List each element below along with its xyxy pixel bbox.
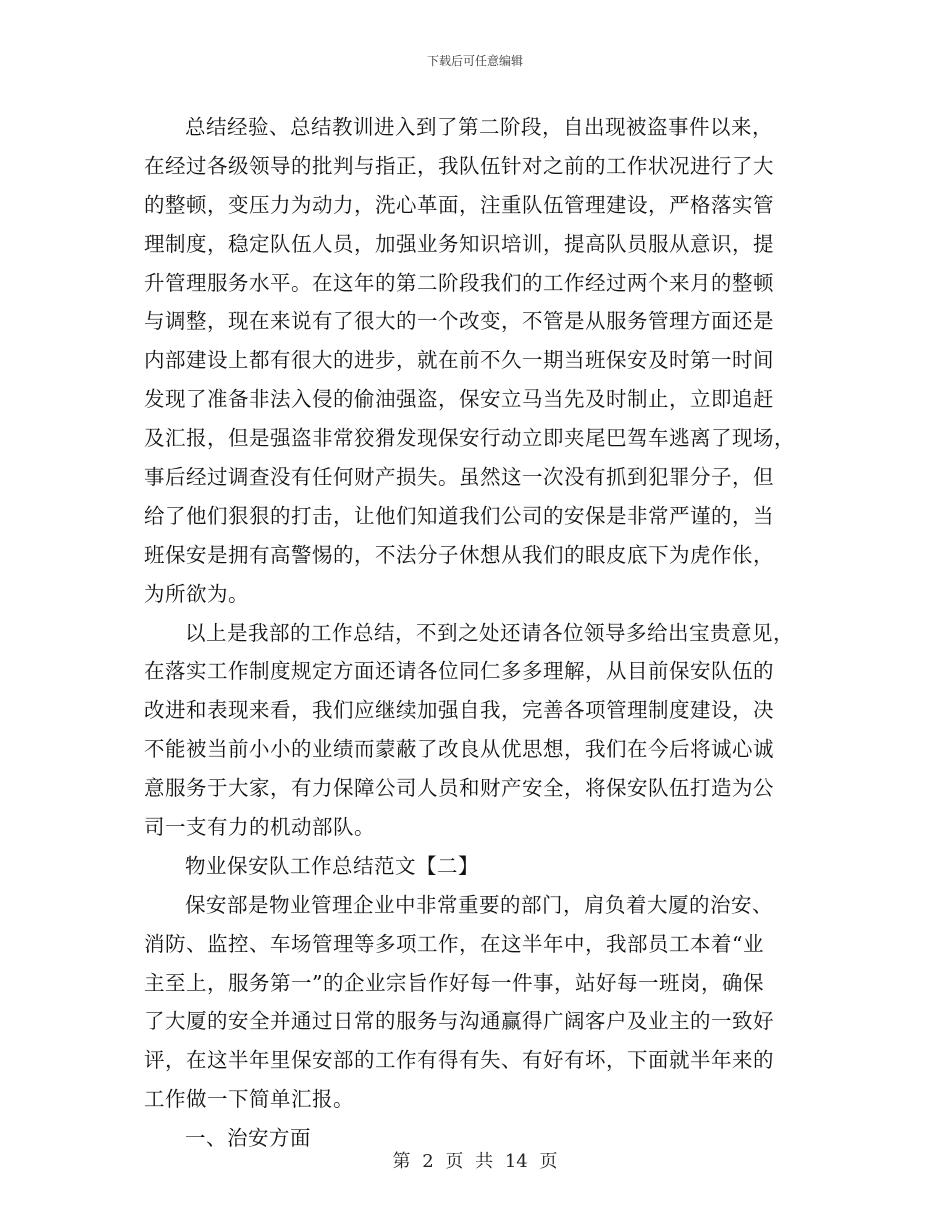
text-line: 发现了准备非法入侵的偷油强盗，保安立马当先及时制止，立即追赶	[144, 387, 774, 412]
text-line: 保安部是物业管理企业中非常重要的部门，肩负着大厦的治安、	[185, 892, 773, 917]
text-line: 评，在这半年里保安部的工作有得有失、有好有坏，下面就半年来的	[144, 1048, 774, 1073]
text-line: 与调整，现在来说有了很大的一个改变，不管是从服务管理方面还是	[144, 309, 774, 334]
text-line: 给了他们狠狠的打击，让他们知道我们公司的安保是非常严谨的，当	[144, 503, 774, 528]
text-line: 及汇报，但是强盗非常狡猾发现保安行动立即夹尾巴驾车逃离了现场，	[144, 426, 795, 451]
text-line: 不能被当前小小的业绩而蒙蔽了改良从优思想，我们在今后将诚心诚	[144, 737, 774, 762]
text-line: 工作做一下简单汇报。	[144, 1087, 354, 1112]
text-line: 在落实工作制度规定方面还请各位同仁多多理解，从目前保安队伍的	[144, 659, 774, 684]
text-line: 为所欲为。	[144, 581, 249, 606]
section-heading: 物业保安队工作总结范文【二】	[185, 853, 479, 878]
document-body	[144, 108, 809, 1158]
text-line: 理制度，稳定队伍人员，加强业务知识培训，提高队员服从意识，提	[144, 231, 774, 256]
text-line: 消防、监控、车场管理等多项工作，在这半年中，我部员工本着“业	[144, 931, 764, 956]
text-line: 以上是我部的工作总结，不到之处还请各位领导多给出宝贵意见，	[185, 620, 794, 645]
text-line: 主至上，服务第一”的企业宗旨作好每一件事，站好每一班岗，确保	[144, 970, 764, 995]
text-line: 内部建设上都有很大的进步，就在前不久一期当班保安及时第一时间	[144, 348, 774, 373]
page-header-note: 下载后可任意编辑	[426, 54, 523, 68]
text-line: 总结经验、总结教训进入到了第二阶段，自出现被盗事件以来，	[185, 115, 773, 139]
page-number: 第 2 页 共 14 页	[392, 1151, 558, 1172]
text-line: 升管理服务水平。在这年的第二阶段我们的工作经过两个来月的整顿	[144, 270, 774, 295]
text-line: 在经过各级领导的批判与指正，我队伍针对之前的工作状况进行了大	[144, 153, 774, 178]
text-line: 班保安是拥有高警惕的，不法分子休想从我们的眼皮底下为虎作伥，	[144, 542, 774, 567]
subsection-heading: 一、治安方面	[185, 1126, 311, 1151]
text-line: 了大厦的安全并通过日常的服务与沟通赢得广阔客户及业主的一致好	[144, 1009, 774, 1034]
text-line: 事后经过调查没有任何财产损失。虽然这一次没有抓到犯罪分子，但	[144, 465, 774, 490]
text-line: 司一支有力的机动部队。	[144, 815, 375, 840]
text-line: 的整顿，变压力为动力，洗心革面，注重队伍管理建设，严格落实管	[144, 192, 774, 217]
text-line: 改进和表现来看，我们应继续加强自我，完善各项管理制度建设，决	[144, 698, 774, 723]
text-line: 意服务于大家，有力保障公司人员和财产安全，将保安队伍打造为公	[144, 776, 774, 801]
